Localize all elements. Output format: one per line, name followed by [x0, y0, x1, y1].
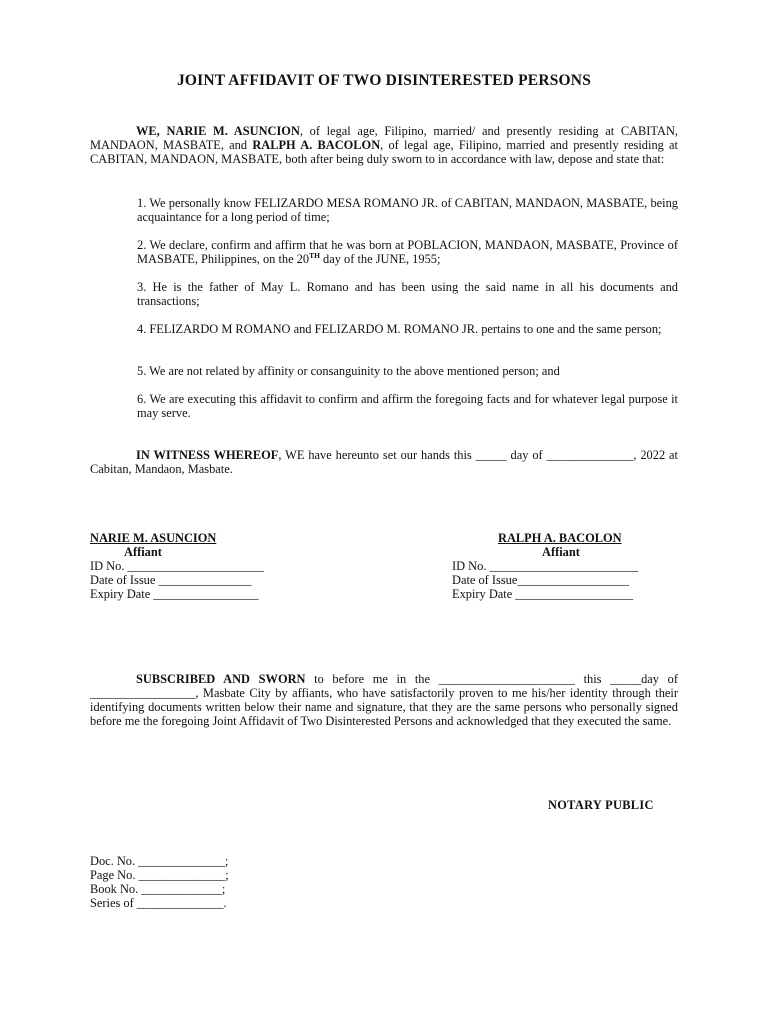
date-of-issue-line: Date of Issue__________________ — [452, 573, 629, 587]
we-label: WE, — [136, 124, 160, 138]
date-of-issue-line: Date of Issue _______________ — [90, 573, 252, 587]
statement-item-5: 5. We are not related by affinity or consanguinity to the above mentioned person; and — [137, 364, 560, 378]
expiry-date-line: Expiry Date _________________ — [90, 587, 259, 601]
statement-item-3: 3. He is the father of May L. Romano and has been using the said name in all his documents and transactions; — [137, 280, 678, 308]
document-title: JOINT AFFIDAVIT OF TWO DISINTERESTED PERSONS — [176, 72, 592, 89]
series-of-line: Series of ______________. — [90, 896, 227, 910]
jurat-text: to before me in the ______________________ this _____day of _________________, Masbate City by affiants, who have satisfactorily proven to me his/her identity through their identifying documents written below their name and signature, that they are the same persons who personally signed before me the foregoing Joint Affidavit of Two Disinterested Persons and acknowledged that they executed the same. — [90, 672, 678, 728]
intro-text-2: , of legal age, Filipino, married and presently residing at CABITAN, MANDAON, MASBATE, both after being duly sworn to in accordance with law, depose and state that: — [90, 138, 678, 166]
id-no-line: ID No. ______________________ — [90, 559, 264, 573]
intro-paragraph — [90, 124, 678, 166]
witness-paragraph — [90, 448, 678, 476]
expiry-date-line: Expiry Date ___________________ — [452, 587, 634, 601]
book-no-line: Book No. _____________; — [90, 882, 226, 896]
page-no-line: Page No. ______________; — [90, 868, 229, 882]
signatory-name: RALPH A. BACOLON — [498, 531, 622, 545]
signatory-role: Affiant — [542, 545, 580, 559]
affiant1-name: NARIE M. ASUNCION — [166, 124, 300, 138]
witness-heading: IN WITNESS WHEREOF — [136, 448, 279, 462]
witness-text: , WE have hereunto set our hands this _____ day of ______________, 2022 at Cabitan, Mandaon, Masbate. — [90, 448, 678, 476]
statement-item-6: 6. We are executing this affidavit to confirm and affirm the foregoing facts and for whatever legal purpose it may serve. — [137, 392, 678, 420]
intro-text-1: , of legal age, Filipino, married/ and presently residing at CABITAN, MANDAON, MASBATE, and — [90, 124, 678, 152]
statement-item-2 — [137, 238, 678, 266]
signature-block-affiant1 — [90, 531, 264, 601]
jurat-heading: SUBSCRIBED AND SWORN — [136, 672, 306, 686]
notarial-register-block — [90, 854, 229, 910]
signatory-role: Affiant — [124, 545, 162, 559]
signatory-name: NARIE M. ASUNCION — [90, 531, 217, 545]
statement-item-1: 1. We personally know FELIZARDO MESA ROMANO JR. of CABITAN, MANDAON, MASBATE, being acquaintance for a long period of time; — [137, 196, 678, 224]
item2-text: 2. We declare, confirm and affirm that he was born at POBLACION, MANDAON, MASBATE, Province of MASBATE, Philippines, on the 20 — [137, 238, 678, 266]
signature-block-affiant2 — [452, 531, 638, 601]
jurat-paragraph — [90, 672, 678, 728]
notary-public-label: NOTARY PUBLIC — [548, 798, 654, 812]
item2-superscript: TH — [309, 251, 320, 260]
item2-text-end: day of the JUNE, 1955; — [319, 252, 441, 266]
id-no-line: ID No. ________________________ — [452, 559, 639, 573]
statement-item-4: 4. FELIZARDO M ROMANO and FELIZARDO M. ROMANO JR. pertains to one and the same person; — [137, 322, 662, 336]
doc-no-line: Doc. No. ______________; — [90, 854, 229, 868]
affiant2-name: RALPH A. BACOLON — [252, 138, 381, 152]
